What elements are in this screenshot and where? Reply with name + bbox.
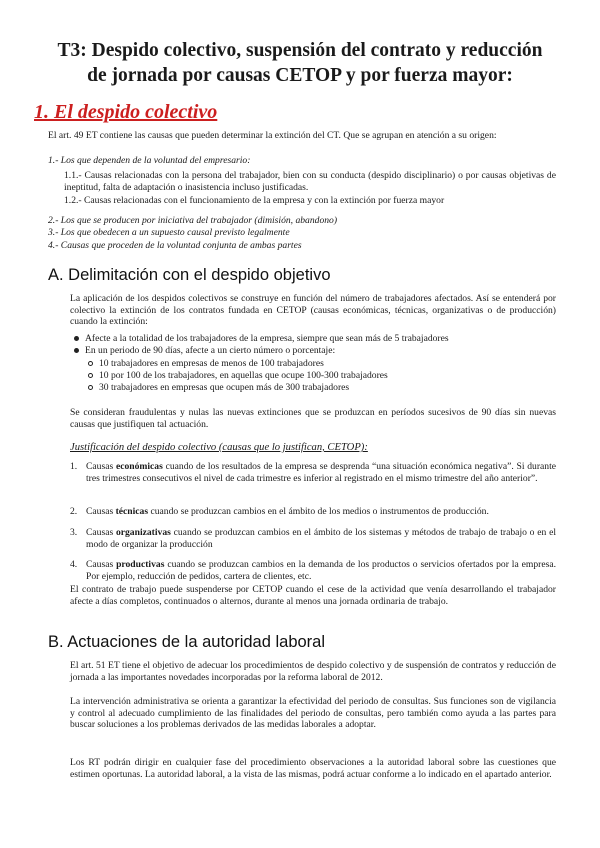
justificacion-subheading: Justificación del despido colectivo (causas que lo justifican, CETOP):	[70, 442, 368, 453]
autoridad-paragraph-1: El art. 51 ET tiene el objetivo de adecuar los procedimientos de despido colectivo y de suspensión de contratos y reducción de jornada a las importantes novedades incorporadas por la reforma laboral de 2012.	[70, 660, 556, 683]
item-keyword: económicas	[115, 461, 163, 472]
sub-bullet-2-text: 10 por 100 de los trabajadores, en aquellas que ocupe 100-300 trabajadores	[99, 370, 388, 381]
bullet-item-1-text: Afecte a la totalidad de los trabajadores de la empresa, siempre que sean más de 5 trabajadores	[85, 333, 449, 344]
item-number: 2.	[70, 506, 78, 517]
item-prefix: Causas	[86, 527, 116, 538]
item-keyword: técnicas	[115, 506, 149, 517]
bullet-item-2-text: En un periodo de 90 días, afecte a un cierto número o porcentaje:	[85, 345, 336, 356]
item-prefix: Causas	[86, 506, 116, 517]
item-prefix: Causas	[86, 559, 117, 570]
autoridad-paragraph-3: Los RT podrán dirigir en cualquier fase del procedimiento observaciones a la autoridad laboral sobre las cuestiones que estimen oportunas. La autoridad laboral, a la vista de las mismas, podrá actuar conforme a lo indicado en el apartado anterior.	[70, 757, 556, 780]
item-keyword: productivas	[116, 559, 165, 570]
circle-bullet-icon	[88, 373, 93, 378]
cause-4: 4.- Causas que proceden de la voluntad conjunta de ambas partes	[48, 240, 302, 251]
cause-3: 3.- Los que obedecen a un supuesto causal previsto legalmente	[48, 227, 290, 238]
section-heading-autoridad-laboral: B. Actuaciones de la autoridad laboral	[48, 633, 326, 651]
item-keyword: organizativas	[115, 527, 171, 538]
item-text: cuando de los resultados de la empresa se desprenda “una situación económica negativa”. Si durante tres trimestres consecutivos el nivel de cada trimestre es inferior al registrado en el mismo trimestre del año anterior”.	[86, 461, 557, 484]
page-title-line-2: de jornada por causas CETOP y por fuerza mayor:	[87, 65, 513, 86]
bullet-icon	[74, 336, 79, 341]
circle-bullet-icon	[88, 385, 93, 390]
sub-bullet-1	[88, 358, 324, 370]
delimitacion-paragraph: La aplicación de los despidos colectivos se construye en función del número de trabajadores afectados. Así se entenderá por colectivo la extinción de los contratos fundada en CETOP (causas económicas, técnicas, organizativas o de producción) cuando la extinción:	[70, 293, 556, 327]
intro-paragraph: El art. 49 ET contiene las causas que pueden determinar la extinción del CT. Que se agrupan en atención a su origen:	[48, 130, 497, 141]
cetop-item-2	[70, 506, 556, 518]
cetop-item-4	[70, 559, 556, 582]
cause-1-2: 1.2.- Causas relacionadas con el funcionamiento de la empresa y con la extinción por fuerza mayor	[64, 195, 445, 206]
sub-bullet-2	[88, 370, 388, 382]
fraudulentas-paragraph: Se consideran fraudulentas y nulas las nuevas extinciones que se produzcan en períodos sucesivos de 90 días sin nuevas causas que justifiquen tal actuación.	[70, 407, 556, 430]
suspension-paragraph: El contrato de trabajo puede suspenderse por CETOP cuando el cese de la actividad que venía desarrollando el trabajador afecte a días completos, continuados o alternos, durante al menos una jornada ordinaria de trabajo.	[70, 584, 556, 607]
cause-1: 1.- Los que dependen de la voluntad del empresario:	[48, 155, 251, 166]
cause-1-1: 1.1.- Causas relacionadas con la persona del trabajador, bien con su conducta (despido disciplinario) o por causas objetivas de ineptitud, falta de adaptación o inasistencia incluso justificadas.	[64, 170, 556, 193]
item-number: 1.	[70, 461, 78, 472]
sub-bullet-3-text: 30 trabajadores en empresas que ocupen más de 300 trabajadores	[99, 382, 350, 393]
bullet-icon	[74, 348, 79, 353]
item-text: cuando se produzcan cambios en la demanda de los productos o servicios ofertados por la empresa. Por ejemplo, reducción de pedidos, cartera de clientes, etc.	[86, 559, 556, 582]
sub-bullet-1-text: 10 trabajadores en empresas de menos de 100 trabajadores	[99, 358, 324, 369]
sub-bullet-3	[88, 382, 349, 394]
item-prefix: Causas	[86, 461, 116, 472]
item-text: cuando se produzcan cambios en el ámbito de los medios o instrumentos de producción.	[148, 506, 489, 517]
page-title-line-1: T3: Despido colectivo, suspensión del contrato y reducción	[57, 40, 543, 61]
item-number: 3.	[70, 527, 78, 538]
section-heading-delimitacion: A. Delimitación con el despido objetivo	[48, 266, 331, 284]
bullet-item-2	[74, 345, 335, 357]
item-text: cuando se produzcan cambios en el ámbito de los sistemas y métodos de trabajo de trabajo o en el modo de organizar la producción	[86, 527, 556, 550]
section-heading-despido-colectivo: 1. El despido colectivo	[34, 101, 218, 123]
circle-bullet-icon	[88, 361, 93, 366]
bullet-item-1	[74, 333, 449, 345]
cetop-item-3	[70, 527, 556, 550]
autoridad-paragraph-2: La intervención administrativa se orienta a garantizar la efectividad del periodo de consultas. Sus funciones son de vigilancia y control al adecuado cumplimiento de las finalidades del periodo de consultas, pero también como ayuda a las partes para buscar soluciones a los problemas derivados de las medidas laborales a adoptar.	[70, 696, 556, 730]
item-number: 4.	[70, 559, 78, 570]
cause-2: 2.- Los que se producen por iniciativa del trabajador (dimisión, abandono)	[48, 215, 338, 226]
cetop-item-1	[70, 461, 556, 484]
